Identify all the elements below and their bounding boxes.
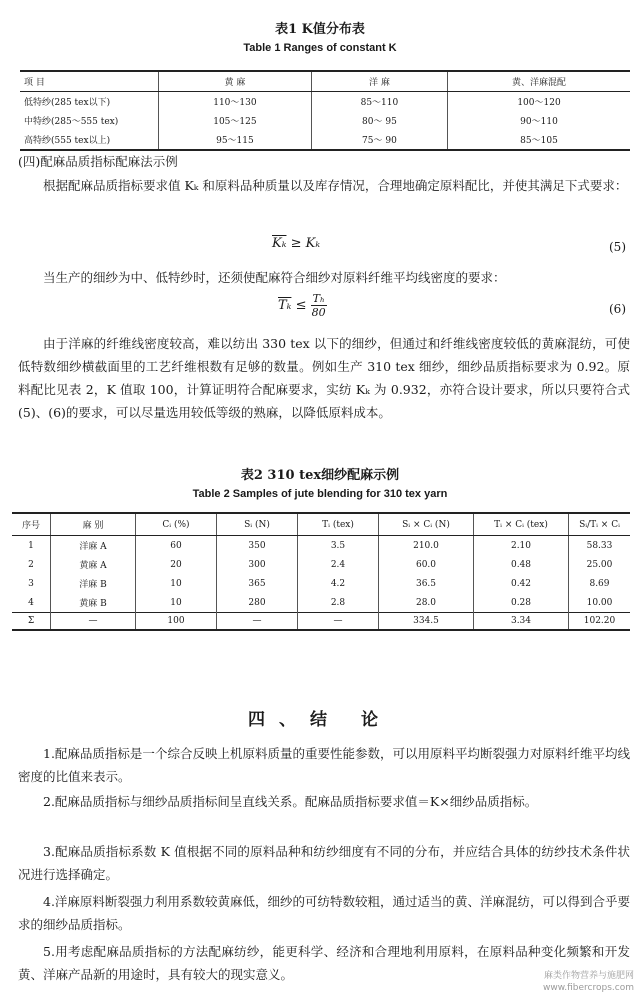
table2-header: Sᵢ (N) xyxy=(217,513,298,536)
table-cell: 80～ 95 xyxy=(311,111,447,130)
watermark xyxy=(543,970,634,994)
table2-header: Tᵢ × Cᵢ (tex) xyxy=(474,513,569,536)
table-cell: 0.28 xyxy=(474,593,569,613)
table-cell: 3 xyxy=(12,574,51,593)
fraction-denominator: 80 xyxy=(311,306,326,319)
table-cell: 中特纱(285～555 tex) xyxy=(20,111,159,130)
table-cell: 90～110 xyxy=(520,117,558,127)
table-cell: 60.0 xyxy=(379,555,474,574)
table-row xyxy=(20,92,630,112)
table-cell: 3.5 xyxy=(298,536,379,556)
conclusion-item: 1.配麻品质指标是一个综合反映上机原料质量的重要性能参数，可以用原料平均断裂强力对原料纤维平均线密度的比值来表示。 xyxy=(18,746,630,784)
table-cell: 2 xyxy=(12,555,51,574)
table-cell: 洋麻 B xyxy=(51,574,136,593)
table-row xyxy=(12,536,630,556)
table-cell: 4 xyxy=(12,593,51,613)
table-cell: 75～ 90 xyxy=(311,130,447,150)
table-cell: 10 xyxy=(136,593,217,613)
table2 xyxy=(12,512,630,631)
table1-header: 洋 麻 xyxy=(311,71,447,92)
table-cell: 334.5 xyxy=(379,613,474,631)
table-cell: 365 xyxy=(217,574,298,593)
table-row xyxy=(12,574,630,593)
table-row xyxy=(20,111,630,130)
table-cell: 25.00 xyxy=(586,559,613,570)
paragraph: 根据配麻品质指标要求值 Kₖ 和原料品种质量以及库存情况，合理地确定原料配比，并使其满足下式要求： xyxy=(43,178,628,193)
table-cell: 10 xyxy=(136,574,217,593)
table-cell: 高特纱(555 tex以上) xyxy=(20,130,159,150)
formula-operator: ≥ xyxy=(290,236,302,251)
table-cell: 1 xyxy=(12,536,51,556)
table-cell: Σ xyxy=(12,613,51,631)
conclusion-item: 2.配麻品质指标与细纱品质指标间呈直线关系。配麻品质指标要求值＝K×细纱品质指标。 xyxy=(43,794,538,809)
table-cell: 28.0 xyxy=(379,593,474,613)
table1-header-row xyxy=(20,71,630,92)
table-cell: 0.48 xyxy=(474,555,569,574)
table-row xyxy=(20,130,630,150)
table-cell: 0.42 xyxy=(474,574,569,593)
table2-header-row xyxy=(12,513,630,536)
formula-number: (6) xyxy=(609,302,626,316)
formula-5 xyxy=(272,236,320,251)
section-heading: (四)配麻品质指标配麻法示例 xyxy=(18,154,178,169)
formula-lhs: $\overline{T_k}$ xyxy=(278,298,292,313)
table-cell: — xyxy=(298,613,379,631)
table-sum-row xyxy=(12,613,630,631)
formula-operator: ≤ xyxy=(295,298,307,313)
table1-header: 黄 麻 xyxy=(159,71,312,92)
watermark-line: 麻类作物营养与施肥网 xyxy=(543,971,634,981)
table1-header: 黄、洋麻混配 xyxy=(447,71,630,92)
conclusion-item: 3.配麻品质指标系数 K 值根据不同的原料品种和纺纱细度有不同的分布，并应结合具体的纺纱技术条件状况进行选择确定。 xyxy=(18,844,630,882)
conclusion-item: 5.用考虑配麻品质指标的方法配麻纺纱，能更科学、经济和合理地利用原料，在原料品种变化频繁和开发黄、洋麻产品新的用途时，具有较大的现实意义。 xyxy=(18,944,630,982)
table-cell: 洋麻 A xyxy=(51,536,136,556)
table2-header: 序号 xyxy=(12,513,51,536)
fraction-numerator: Tₕ xyxy=(312,292,325,305)
watermark-line: www.fibercrops.com xyxy=(543,983,634,993)
table2-subtitle: Table 2 Samples of jute blending for 310 tex yarn xyxy=(192,488,448,500)
conclusion-item: 4.洋麻原料断裂强力利用系数较黄麻低，细纱的可纺特数较粗，通过适当的黄、洋麻混纺，可以得到合乎要求的细纱品质指标。 xyxy=(18,894,630,932)
paragraph: 由于洋麻的纤维线密度较高，难以纺出 330 tex 以下的细纱，但通过和纤维线密度较低的黄麻混纺，可使低特数细纱横截面里的工艺纤维根数有足够的数量。例如生产 310 tex 细纱，细纱品质指标要求为 0.92。原料配比见表 2，K 值取 100，计算证明符合配麻要求，实纺 Kₖ 为 0.932，亦符合设计要求，所以只要符合式(5)、(6)的要求，可以尽量选用较低等级的熟麻，以降低原料成本。 xyxy=(18,336,630,420)
section-heading-conclusions: 四、结 论 xyxy=(248,710,392,730)
formula-6 xyxy=(278,292,327,319)
table-cell: 105～125 xyxy=(159,111,312,130)
table-row xyxy=(12,555,630,574)
table-cell: 100～120 xyxy=(517,98,561,108)
table-cell: 低特纱(285 tex以下) xyxy=(20,92,159,112)
table-cell: 300 xyxy=(217,555,298,574)
table1-title: 表1 K值分布表 xyxy=(275,22,365,37)
table-cell: 20 xyxy=(136,555,217,574)
table-row xyxy=(12,593,630,613)
table-cell: 110～130 xyxy=(159,92,312,112)
table-cell: 95～115 xyxy=(159,130,312,150)
table-cell: 350 xyxy=(217,536,298,556)
table-cell: — xyxy=(51,613,136,631)
formula-number: (5) xyxy=(609,240,626,254)
table-cell: 100 xyxy=(136,613,217,631)
table-cell: — xyxy=(217,613,298,631)
formula-rhs: Kₖ xyxy=(305,236,321,251)
table2-header: Tᵢ (tex) xyxy=(298,513,379,536)
table-cell: 210.0 xyxy=(379,536,474,556)
table-cell: 3.34 xyxy=(474,613,569,631)
formula-lhs: $\overline{K_k}$ xyxy=(272,236,287,251)
table2-header: Cᵢ (%) xyxy=(136,513,217,536)
table-cell: 58.33 xyxy=(586,540,613,551)
table-cell: 85～105 xyxy=(520,136,558,146)
table1 xyxy=(20,70,630,151)
table-cell: 2.8 xyxy=(298,593,379,613)
table2-header: Sᵢ/Tᵢ × Cᵢ xyxy=(569,513,631,536)
table-cell: 2.10 xyxy=(474,536,569,556)
table-cell: 10.00 xyxy=(586,597,613,608)
table1-subtitle: Table 1 Ranges of constant K xyxy=(243,42,397,54)
table-cell: 36.5 xyxy=(379,574,474,593)
table-cell: 黄麻 A xyxy=(51,555,136,574)
table1-header: 项 目 xyxy=(20,71,159,92)
table-cell: 280 xyxy=(217,593,298,613)
table-cell: 102.20 xyxy=(569,613,631,631)
table2-header: 麻 别 xyxy=(51,513,136,536)
table-cell: 85～110 xyxy=(311,92,447,112)
table2-title: 表2 310 tex细纱配麻示例 xyxy=(240,468,400,483)
table-cell: 2.4 xyxy=(298,555,379,574)
paragraph: 当生产的细纱为中、低特纱时，还须使配麻符合细纱对原料纤维平均线密度的要求： xyxy=(43,270,506,285)
table-cell: 黄麻 B xyxy=(51,593,136,613)
table-cell: 4.2 xyxy=(298,574,379,593)
table-cell: 60 xyxy=(136,536,217,556)
table2-header: Sᵢ × Cᵢ (N) xyxy=(379,513,474,536)
formula-fraction xyxy=(311,292,327,319)
table-cell: 8.69 xyxy=(589,578,610,589)
